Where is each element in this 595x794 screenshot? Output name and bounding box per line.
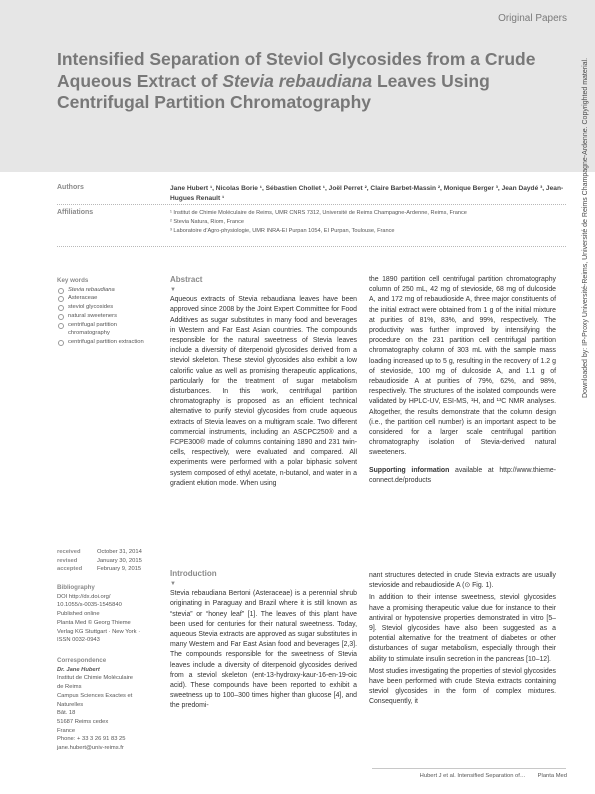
- correspondence-line: de Reims: [57, 684, 82, 691]
- intro-column-2: [369, 571, 556, 708]
- abstract-marker: ▼: [170, 287, 176, 294]
- intro-text-2b: In addition to their intense sweetness, steviol glycosides have a promising therapeutic value due for instance to their antiviral or hypotensive properties demonstrated in vitro [5–9]. Steviol glycosides have also been suggested as a potential alternative for the treatment of diabetes or other disturbances of sugar metabolism, especially through their ability to stimulate insulin secretion in the pancreas [10–12].: [369, 594, 556, 663]
- abstract-heading: Abstract: [170, 275, 203, 284]
- intro-heading: Introduction: [170, 569, 217, 578]
- bibliography-line: Planta Med © Georg Thieme: [57, 619, 131, 626]
- abstract-column-1: [170, 275, 357, 489]
- dates-box: [57, 548, 157, 574]
- keywords-label: Key words: [57, 277, 89, 284]
- keyword-text: Stevia rebaudiana: [68, 286, 115, 293]
- keyword-item: [57, 303, 157, 312]
- bibliography-line[interactable]: DOI http://dx.doi.org/: [57, 593, 111, 600]
- abstract-text-2: the 1890 partition cell centrifugal partition chromatography column of 250 mL, 42 mg of stevioside, 68 mg of dulcoside A, and 172 mg of rebaudioside A, three major constituents of the initial extract were obtained from 1 g of the initial mixture at purities of 81%, 83%, and 99%, respectively. The productivity was further improved by intensifying the procedure on the 231 partition cell centrifugal partition chromatography column of 303 mL with the sample mass loading increased up to 5 g, resulting in the recovery of 1.2 g of stevioside, 100 mg of dulcoside A, and 1.1 g of rebaudioside A at purities of 79%, 62%, and 98%, respectively. The structures of the isolated compounds were validated by HPLC-UV, ESI-MS, ¹H, and ¹³C NMR analyses. Altogether, the results demonstrate that the column design (i.e., the partition cell number) is an important aspect to be considered for a larger scale centrifugal partition chromatography isolation of Stevia-derived natural sweeteners.: [369, 276, 556, 457]
- intro-text-1: Stevia rebaudiana Bertoni (Asteraceae) is a perennial shrub originating in Paraguay and Brazil where it is still known as “stevia” or “honey leaf” [1]. The leaves of this plant have been used for centuries for their natural sweetness. Today, aqueous Stevia extracts are approved as sugar substitutes in many Western and Far East Asian food and beverages [2,3]. The compounds responsible for the sweetness of Stevia leaves include a diversity of diterpenoid glycosides derived from a steviol skeleton (ent-13-hydroxy-kaur-16-en-19-oic acid). These compounds have been reported to exhibit a sweetness up to 100–300 times higher than glucose [4], and the predomi-: [170, 590, 357, 710]
- date-label: received: [57, 549, 81, 555]
- supporting-info-label: Supporting information: [369, 466, 450, 474]
- bibliography-box: [57, 584, 157, 645]
- correspondence-line: Campus Sciences Exactes et: [57, 692, 133, 699]
- keyword-item: [57, 312, 157, 321]
- correspondence-line: Bât. 18: [57, 710, 76, 717]
- page-footer: [420, 773, 567, 779]
- abstract-text-1: Aqueous extracts of Stevia rebaudiana leaves have been approved since 2008 by the Joint Expert Committee for Food Additives as sugar substitutes in many food and beverages in Western and Far East Asian countries. The compounds responsible for the natural sweetness of Stevia leaves include a diversity of diterpenoid glycosides derived from a steviol skeleton. These steviol glycosides also exhibit a low calorific value as well as promising therapeutic applications, particularly for the treatment of sugar metabolism disturbances. In this work, centrifugal partition chromatography is proposed as an efficient technical alternative to purify steviol glycosides from crude aqueous extracts of Stevia leaves on a multigram scale. Two different commercial instruments, including an ASCPC250® and a FCPE300® made of columns containing 1890 and 231 twin-cells, respectively, were evaluated and compared. All experiments were performed with a polar biphasic solvent system composed of ethyl acetate, n-butanol, and water in a gradient elution mode. When using: [170, 296, 357, 487]
- keyword-item: [57, 286, 157, 295]
- correspondence-line: 51687 Reims cedex: [57, 718, 109, 725]
- affiliations-label: Affiliations: [57, 209, 94, 216]
- date-row: [57, 557, 157, 566]
- keyword-item: [57, 338, 157, 347]
- supporting-info-link[interactable]: available at http://www.thieme-connect.de/products: [369, 466, 556, 484]
- footer-journal: Planta Med: [537, 773, 567, 779]
- bibliography-label: Bibliography: [57, 584, 95, 591]
- section-label: Original Papers: [498, 13, 567, 24]
- keyword-item: [57, 321, 157, 338]
- keyword-text: centrifugal partition extraction: [68, 338, 144, 345]
- divider: [57, 204, 566, 205]
- affiliation-2: ² Stevia Natura, Riom, France: [170, 219, 244, 225]
- intro-text-2a: nant structures detected in crude Stevia extracts are usually stevioside and rebaudioside A (⊙ Fig. 1).: [369, 572, 556, 590]
- correspondence-line: Institut de Chimie Moléculaire: [57, 675, 134, 682]
- affiliation-3: ³ Laboratoire d'Agro-physiologie, UMR INRA-EI Purpan 1054, EI Purpan, Toulouse, France: [170, 228, 395, 234]
- intro-column-1: [170, 569, 357, 712]
- authors-label: Authors: [57, 184, 84, 191]
- keyword-text: centrifugal partition chromatography: [68, 321, 117, 337]
- correspondence-line: Phone: + 33 3 26 91 83 25: [57, 736, 126, 743]
- supporting-info: [369, 466, 556, 486]
- keywords-box: [57, 277, 157, 347]
- date-value: October 31, 2014: [97, 549, 142, 555]
- title-species: Stevia rebaudiana: [222, 70, 373, 91]
- date-label: accepted: [57, 566, 83, 573]
- date-row: [57, 548, 157, 557]
- download-notice: Downloaded by: IP-Proxy Université-Reims, Université de Reims Champagne-Ardenne. Copyrighted material.: [582, 57, 589, 398]
- bibliography-line: Verlag KG Stuttgart · New York ·: [57, 628, 141, 635]
- authors-list: Jane Hubert ¹, Nicolas Borie ¹, Sébastien Chollet ¹, Joël Perret ², Claire Barbet-Massin ², Monique Berger ³, Jean Daydé ³, Jean-Hugues Renault ¹: [170, 185, 564, 202]
- correspondence-box: [57, 657, 157, 753]
- keyword-text: steviol glycosides: [68, 304, 114, 311]
- article-title: [57, 49, 537, 114]
- correspondence-label: Correspondence: [57, 657, 107, 664]
- date-value: January 30, 2015: [97, 557, 142, 564]
- keyword-item: [57, 294, 157, 303]
- date-label: revised: [57, 557, 78, 564]
- intro-text-2c: Most studies investigating the properties of steviol glycosides have been performed with crude Stevia extracts containing steviol glycosides in the form of complex mixtures. Consequently, it: [369, 667, 556, 706]
- correspondence-line: France: [57, 727, 76, 734]
- footer-rule: [372, 768, 566, 769]
- title-part-2: Leaves Using Centrifugal Partition Chromatography: [57, 70, 490, 112]
- intro-marker: ▼: [170, 581, 176, 588]
- footer-citation: Hubert J et al. Intensified Separation of…: [419, 773, 526, 779]
- keywords-list: [57, 286, 157, 347]
- date-value: February 9, 2015: [97, 566, 142, 573]
- bibliography-line: Published online: [57, 611, 100, 618]
- correspondence-line: Naturelles: [57, 701, 84, 708]
- abstract-column-2: [369, 275, 556, 486]
- correspondence-email[interactable]: jane.hubert@univ-reims.fr: [57, 745, 124, 752]
- keyword-text: natural sweeteners: [68, 312, 117, 319]
- title-part-1: Intensified Separation of Steviol Glycosides from a Crude Aqueous Extract of: [57, 49, 536, 91]
- date-row: [57, 565, 157, 574]
- bibliography-line[interactable]: 10.1055/s-0035-1545840: [57, 602, 122, 609]
- divider: [57, 246, 566, 247]
- bibliography-line: ISSN 0032-0943: [57, 637, 100, 644]
- keyword-text: Asteraceae: [68, 295, 98, 302]
- correspondence-name: Dr. Jane Hubert: [57, 666, 100, 673]
- affiliation-1: ¹ Institut de Chimie Moléculaire de Reims, UMR CNRS 7312, Université de Reims Champagne-Ardenne, Reims, France: [170, 210, 467, 216]
